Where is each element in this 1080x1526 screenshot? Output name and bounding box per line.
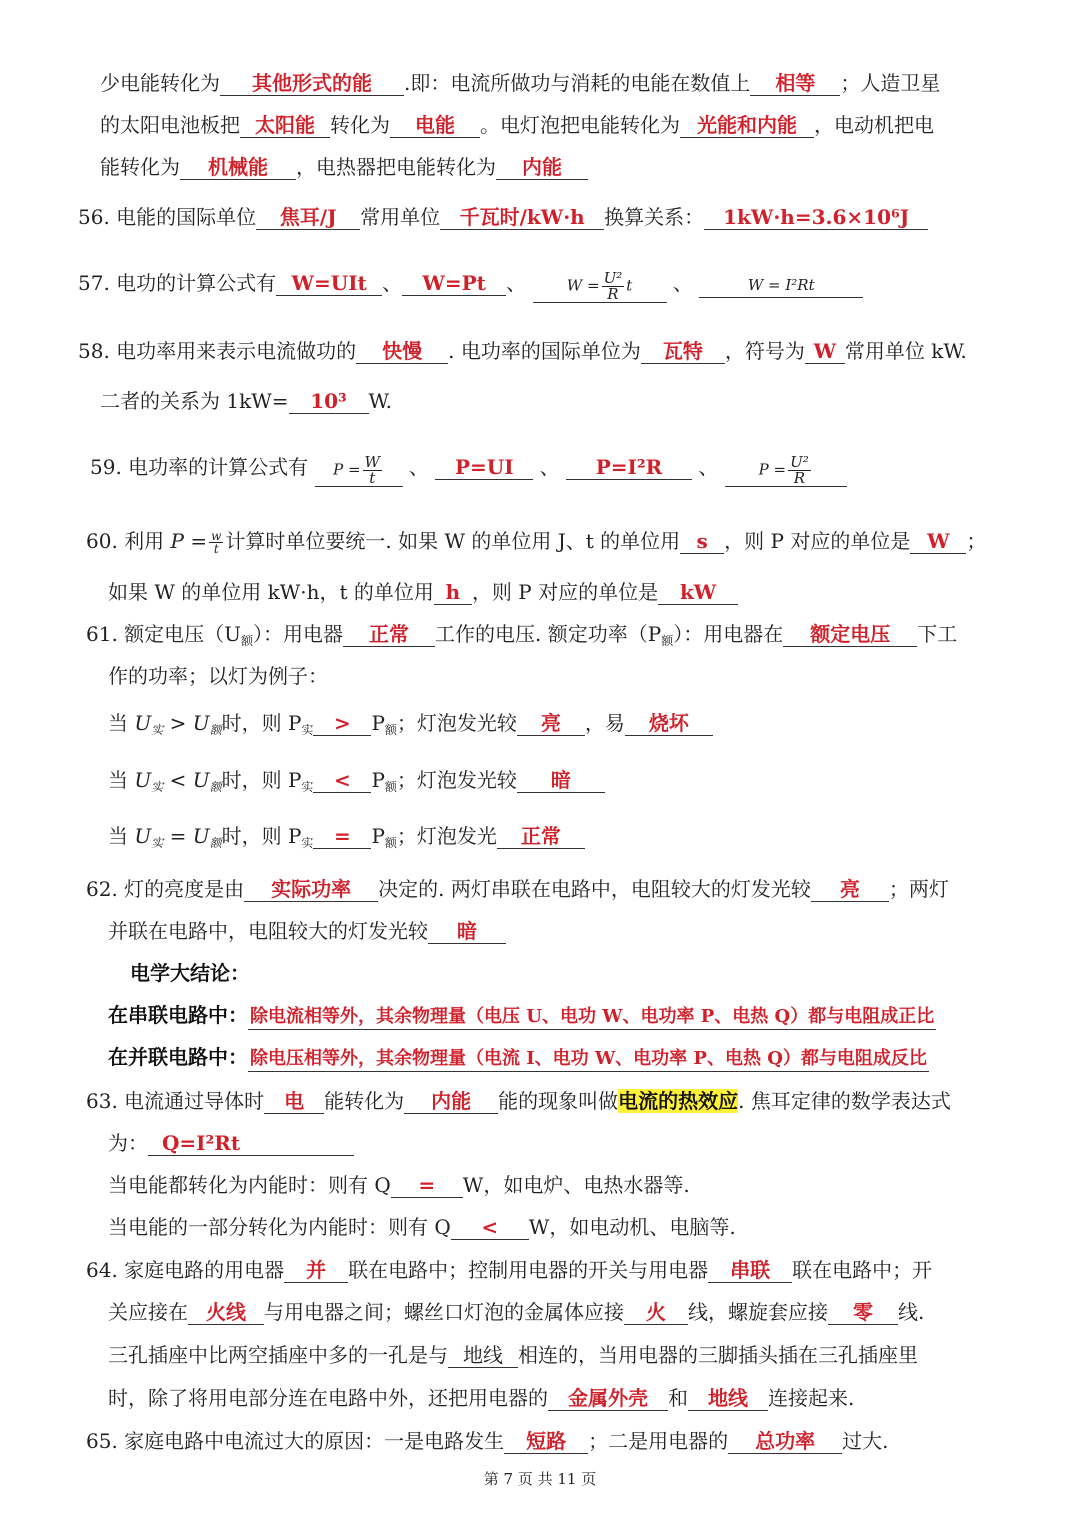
case-2: 当 $U_实 < U_额$时，则 $P_实 < P_额$；灯泡发光较 暗 bbox=[108, 765, 605, 802]
answer-blank: < bbox=[313, 768, 371, 793]
case-1: 当 $U_实 > U_额$时，则 $P_实 > P_额$；灯泡发光较 亮 ，易 烧坏 bbox=[108, 708, 713, 745]
question-60: 60. 利用 P = $\frac{w}{t}$ 计算时单位要统一. 如果 W 的单位用 J、t 的单位用 s ，则 P 对应的单位是 W ； bbox=[86, 529, 987, 556]
question-64-cont-3: 时，除了将用电部分连在电路中外，还把用电器的 金属外壳 和 地线 连接起来. bbox=[108, 1386, 855, 1410]
question-62-cont: 并联在电路中，电阻较大的灯发光较 暗 bbox=[108, 916, 506, 946]
question-58-cont: 二者的关系为 1kW= 10³ W. bbox=[100, 389, 392, 413]
answer-blank: 内能 bbox=[404, 1089, 498, 1114]
answer-blank: 正常 bbox=[343, 622, 435, 647]
answer-blank: 并 bbox=[284, 1258, 348, 1283]
answer-blank: 额定电压 bbox=[783, 622, 917, 647]
answer-blank: 实际功率 bbox=[244, 877, 378, 902]
answer-blank: P=UI bbox=[435, 455, 533, 480]
answer-blank: 其他形式的能 bbox=[220, 71, 404, 96]
question-61-cont: 作的功率；以灯为例子： bbox=[108, 664, 328, 688]
question-56: 56. 电能的国际单位 焦耳/J 常用单位 千瓦时/kW·h 换算关系： 1kW·h=3.6×10⁶J bbox=[78, 202, 928, 232]
case-3: 当 $U_实 = U_额$时，则 $P_实 = P_额$；灯泡发光 正常 bbox=[108, 821, 585, 858]
answer-blank: 总功率 bbox=[728, 1429, 842, 1454]
question-65: 65. 家庭电路中电流过大的原因：一是电路发生 短路 ；二是用电器的 总功率 过大. bbox=[86, 1429, 889, 1453]
question-64-cont-1: 关应接在 火线 与用电器之间；螺丝口灯泡的金属体应接 火 线，螺旋套应接 零 线. bbox=[108, 1300, 925, 1324]
question-64-cont-2: 三孔插座中比两空插座中多的一孔是与 地线 相连的，当用电器的三脚插头插在三孔插座里 bbox=[108, 1343, 918, 1367]
answer-blank: P=I²R bbox=[566, 455, 692, 480]
question-63-formula: 为： Q=I²Rt bbox=[108, 1128, 354, 1158]
answer-blank: 瓦特 bbox=[641, 339, 725, 364]
question-57: 57. 电功的计算公式有 W=UIt 、 W=Pt 、 W = $\frac{\text{U²}}{R}$ t 、 W = I²Rt bbox=[78, 268, 863, 303]
answer-blank: kW bbox=[658, 580, 738, 605]
answer-blank: 太阳能 bbox=[240, 113, 330, 138]
answer-blank: 暗 bbox=[517, 768, 605, 793]
answer-blank: = bbox=[391, 1173, 463, 1198]
fraction: $\frac{\text{U²}}{R}$ bbox=[603, 268, 623, 303]
answer-blank: W=UIt bbox=[276, 271, 382, 296]
answer-blank: 焦耳/J bbox=[256, 205, 360, 230]
fraction: $\frac{\text{U²}}{R}$ bbox=[790, 452, 809, 487]
question-58: 58. 电功率用来表示电流做功的 快慢 . 电功率的国际单位为 瓦特 ，符号为 W 常用单位 kW. bbox=[78, 339, 967, 363]
answer-blank: 内能 bbox=[496, 155, 588, 180]
highlighted-term: 电流的热效应 bbox=[618, 1089, 739, 1113]
answer-blank: 烧坏 bbox=[625, 711, 713, 736]
answer-blank: 金属外壳 bbox=[548, 1386, 668, 1411]
formula-blank: P = $\frac{\text{U²}}{R}$ bbox=[725, 455, 847, 487]
answer-blank: 火线 bbox=[188, 1300, 264, 1325]
page-footer: 第 7 页 共 11 页 bbox=[483, 1470, 597, 1488]
question-63: 63. 电流通过导体时 电 能转化为 内能 能的现象叫做电流的热效应. 焦耳定律的数学表达式 bbox=[86, 1089, 951, 1113]
answer-blank: 机械能 bbox=[180, 155, 296, 180]
question-62: 62. 灯的亮度是由 实际功率 决定的. 两灯串联在电路中，电阻较大的灯发光较 亮 ；两灯 bbox=[86, 877, 949, 901]
conclusion-parallel: 在并联电路中： 除电压相等外，其余物理量（电流 I、电功 W、电功率 P、电热 Q）都与电阻成反比 bbox=[108, 1042, 929, 1072]
answer-blank: 正常 bbox=[497, 824, 585, 849]
answer-blank: 亮 bbox=[517, 711, 585, 736]
answer-blank: 零 bbox=[828, 1300, 898, 1325]
formula-blank: P = $\frac{W}{t}$ bbox=[315, 455, 403, 487]
answer-blank: 火 bbox=[624, 1300, 688, 1325]
answer-blank: 光能和内能 bbox=[680, 113, 814, 138]
answer-blank: W=Pt bbox=[402, 271, 506, 296]
answer-blank: 地线 bbox=[448, 1343, 518, 1368]
line-3: 能转化为 机械能 ，电热器把电能转化为 内能 bbox=[100, 152, 588, 182]
question-63-case-2: 当电能的一部分转化为内能时：则有 Q < W，如电动机、电脑等. bbox=[108, 1215, 736, 1239]
answer-blank: h bbox=[434, 580, 472, 605]
answer-blank: 电能 bbox=[390, 113, 480, 138]
answer-blank: 10³ bbox=[289, 389, 369, 414]
question-64: 64. 家庭电路的用电器 并 联在电路中；控制用电器的开关与用电器 串联 联在电路中；开 bbox=[86, 1258, 933, 1282]
answer-blank: 1kW·h=3.6×10⁶J bbox=[704, 205, 928, 230]
fraction: $\frac{W}{t}$ bbox=[364, 452, 380, 487]
answer-blank: 地线 bbox=[688, 1386, 768, 1411]
conclusion-series: 在串联电路中： 除电流相等外，其余物理量（电压 U、电功 W、电功率 P、电热 Q）都与电阻成正比 bbox=[108, 1000, 936, 1030]
answer-blank: = bbox=[313, 824, 371, 849]
question-61: 61. 额定电压$(U_额)$：用电器 正常 工作的电压. 额定功率$(P_额)$：用电器在 额定电压 下工 bbox=[86, 622, 958, 648]
fraction: $\frac{w}{t}$ bbox=[211, 529, 222, 556]
formula-blank: W = $\frac{\text{U²}}{R}$ t bbox=[533, 271, 667, 303]
line-1: 少电能转化为 其他形式的能 .即：电流所做功与消耗的电能在数值上 相等 ；人造卫星 bbox=[100, 71, 941, 95]
answer-blank: 串联 bbox=[708, 1258, 792, 1283]
answer-blank: 千瓦时/kW·h bbox=[440, 205, 604, 230]
answer-blank: W bbox=[805, 339, 845, 364]
answer-blank: 暗 bbox=[428, 919, 506, 944]
question-63-case-1: 当电能都转化为内能时：则有 Q = W，如电炉、电热水器等. bbox=[108, 1173, 690, 1197]
question-59: 59. 电功率的计算公式有 P = $\frac{W}{t}$ 、 P=UI 、 P=I²R 、 P = $\frac{\text{U²}}{R}$ bbox=[90, 452, 847, 487]
answer-blank: s bbox=[680, 529, 724, 554]
answer-blank: 除电流相等外，其余物理量（电压 U、电功 W、电功率 P、电热 Q）都与电阻成正比 bbox=[248, 1005, 936, 1030]
answer-blank: W bbox=[910, 529, 966, 554]
answer-blank: 短路 bbox=[504, 1429, 588, 1454]
answer-blank: 快慢 bbox=[356, 339, 448, 364]
answer-blank: > bbox=[313, 711, 371, 736]
answer-blank: 亮 bbox=[811, 877, 889, 902]
conclusion-title: 电学大结论： bbox=[130, 961, 250, 985]
question-60-cont: 如果 W 的单位用 kW·h，t 的单位用 h ，则 P 对应的单位是 kW bbox=[108, 577, 738, 607]
answer-blank: 除电压相等外，其余物理量（电流 I、电功 W、电功率 P、电热 Q）都与电阻成反比 bbox=[248, 1047, 929, 1072]
answer-blank: < bbox=[451, 1215, 529, 1240]
answer-blank: 电 bbox=[264, 1089, 324, 1114]
answer-blank: 相等 bbox=[750, 71, 840, 96]
line-2: 的太阳电池板把 太阳能 转化为 电能 。电灯泡把电能转化为 光能和内能 ，电动机把电 bbox=[100, 113, 934, 137]
formula-blank: W = I²Rt bbox=[699, 273, 863, 298]
answer-blank: Q=I²Rt bbox=[148, 1131, 354, 1156]
